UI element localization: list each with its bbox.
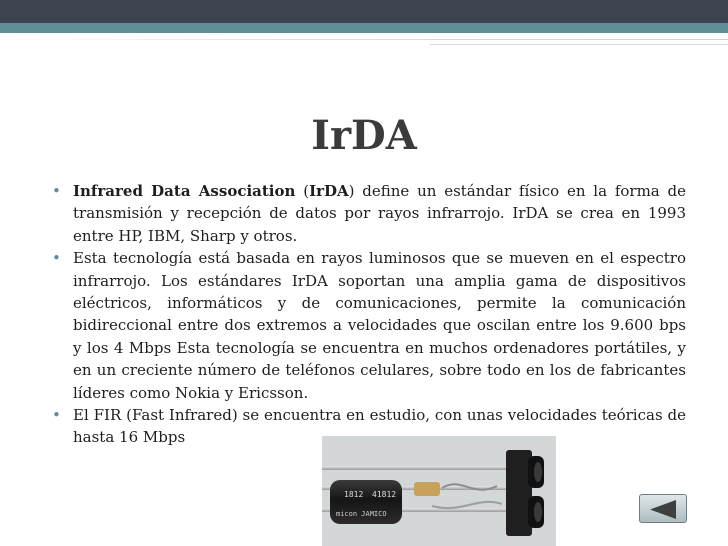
bullet-icon: • [52, 406, 61, 425]
slide-divider-line-short [430, 44, 728, 45]
slide-accent-band [0, 23, 728, 33]
capacitor [330, 480, 402, 524]
previous-slide-button[interactable] [639, 494, 687, 523]
bullet-separator: ( [295, 182, 310, 200]
bullet-icon: • [52, 249, 61, 268]
bullet-text: ) define un estándar físico en la forma de transmisión y recepción de datos por rayos infrarrojo. IrDA se crea en 1993 entre HP, IBM, Sharp y otros. [73, 182, 687, 245]
bullet-text: El FIR (Fast Infrared) se encuentra en estudio, con unas velocidades teóricas de hasta 16 Mbps [73, 406, 686, 447]
slide-content [52, 180, 686, 449]
metal-lead [322, 466, 522, 470]
slide-divider-line [0, 39, 728, 40]
slide-top-bar [0, 0, 728, 23]
bullet-bold-lead: Infrared Data Association [73, 182, 296, 200]
capacitor-label: 41812 [372, 490, 397, 499]
bullet-item [52, 247, 686, 404]
bullet-icon: • [52, 182, 61, 200]
bullet-bold-acronym: IrDA [309, 182, 349, 200]
capacitor-label: 1812 [344, 490, 364, 499]
slide-title: IrDA [311, 112, 417, 159]
irda-component-illustration [322, 436, 556, 546]
bullet-text: Esta tecnología está basada en rayos luminosos que se mueven en el espectro infrarrojo. Los estándares IrDA soportan una amplia gama de dispositivos eléctricos, informáticos y de comunicaciones, permite la comunicación bidireccional entre dos extremos a velocidades que oscilan entre los 9.600 bps y los 4 Mbps Esta tecnología se encuentra en muchos ordenadores portátiles, y en un creciente número de teléfonos celulares, sobre todo en los de fabricantes líderes como Nokia y Ericsson. [73, 249, 686, 402]
irda-component-photo [322, 436, 556, 546]
left-triangle-icon [640, 495, 688, 524]
resistor [414, 482, 440, 496]
capacitor-brand: micon JAMICO [336, 510, 387, 518]
bullet-item [52, 180, 686, 247]
